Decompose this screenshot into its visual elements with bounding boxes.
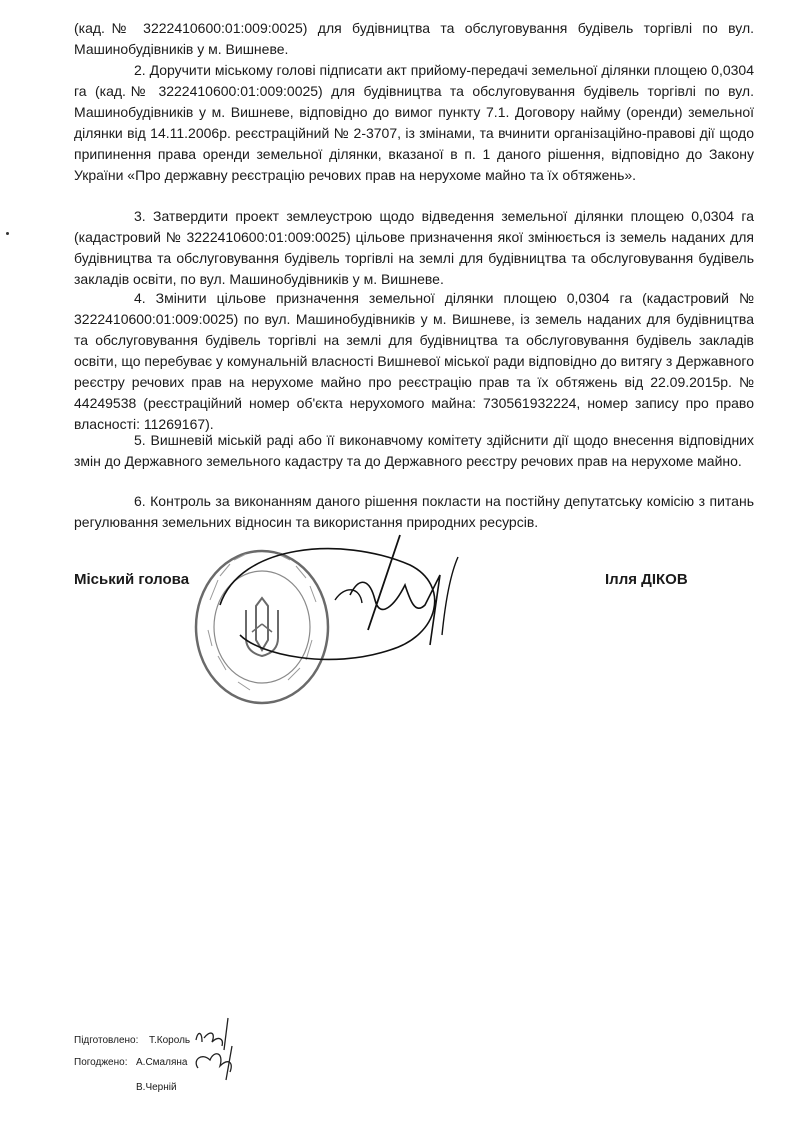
approval-initials bbox=[188, 1010, 248, 1085]
handwritten-signature bbox=[200, 525, 490, 675]
paragraph-3: 3. Затвердити проект землеустрою щодо відведення земельної ділянки площею 0,0304 га (кадастровий № 3222410600:01:009:0025) цільове призначення якої змінюється із земель наданих для будівництва та обслуговування будівель торгівлі на землі для будівництва та обслуговування будівель закладів освіти, по вул. Машинобудівників у м. Вишневе. bbox=[74, 208, 754, 287]
scan-speck bbox=[6, 232, 9, 235]
agreed-by-1: А.Смаляна bbox=[136, 1057, 188, 1068]
paragraph-2: 2. Доручити міському голові підписати акт прийому-передачі земельної ділянки площею 0,0304 га (кад.№ 3222410600:01:009:0025) для будівництва та обслуговування будівель торгівлі по вул. Машинобудівників у м. Вишневе, відповідно до вимог пункту 7.1. Договору найму (оренди) земельної ділянки від 14.11.2006р. реєстраційний № 2-3707, із змінами, та вчинити організаційно-правові дії щодо припинення права оренди земельної ділянки, вказаної в п. 1 даного рішення, відповідно до Закону України «Про державну реєстрацію речових прав на нерухоме майно та їх обтяжень». bbox=[74, 62, 754, 183]
agreed-label: Погоджено: bbox=[74, 1057, 128, 1068]
signatory-name: Ілля ДІКОВ bbox=[605, 571, 688, 588]
prepared-label: Підготовлено: bbox=[74, 1035, 139, 1046]
signatory-role: Міський голова bbox=[74, 571, 190, 588]
prepared-by: Т.Король bbox=[149, 1035, 191, 1046]
paragraph-5: 5. Вишневій міській раді або її виконавчому комітету здійснити дії щодо внесення відповідних змін до Державного земельного кадастру та до Державного реєстру речових прав на нерухоме майно. bbox=[74, 432, 754, 469]
paragraph-4: 4. Змінити цільове призначення земельної ділянки площею 0,0304 га (кадастровий № 3222410600:01:009:0025) по вул. Машинобудівників у м. Вишневе, із земель наданих для будівництва та обслуговування будівель торгівлі на землі для будівництва та обслуговування будівель закладів освіти, що перебуває у комунальній власності Вишневої міської ради відповідно до витягу з Державного реєстру речових прав на нерухоме майно про реєстрацію прав та їх обтяжень від 22.09.2015р. № 44249538 (реєстраційний номер об'єкта нерухомого майна: 730561932224, номер запису про право власності: 11269167). bbox=[74, 290, 754, 432]
paragraph-1-continuation: (кад.№ 3222410600:01:009:0025) для будівництва та обслуговування будівель торгівлі по вул. Машинобудівників у м. Вишневе. bbox=[74, 20, 754, 57]
paragraph-6: 6. Контроль за виконанням даного рішення покласти на постійну депутатську комісію з питань регулювання земельних відносин та використання природних ресурсів. bbox=[74, 493, 754, 530]
agreed-by-2: В.Черній bbox=[136, 1082, 177, 1093]
